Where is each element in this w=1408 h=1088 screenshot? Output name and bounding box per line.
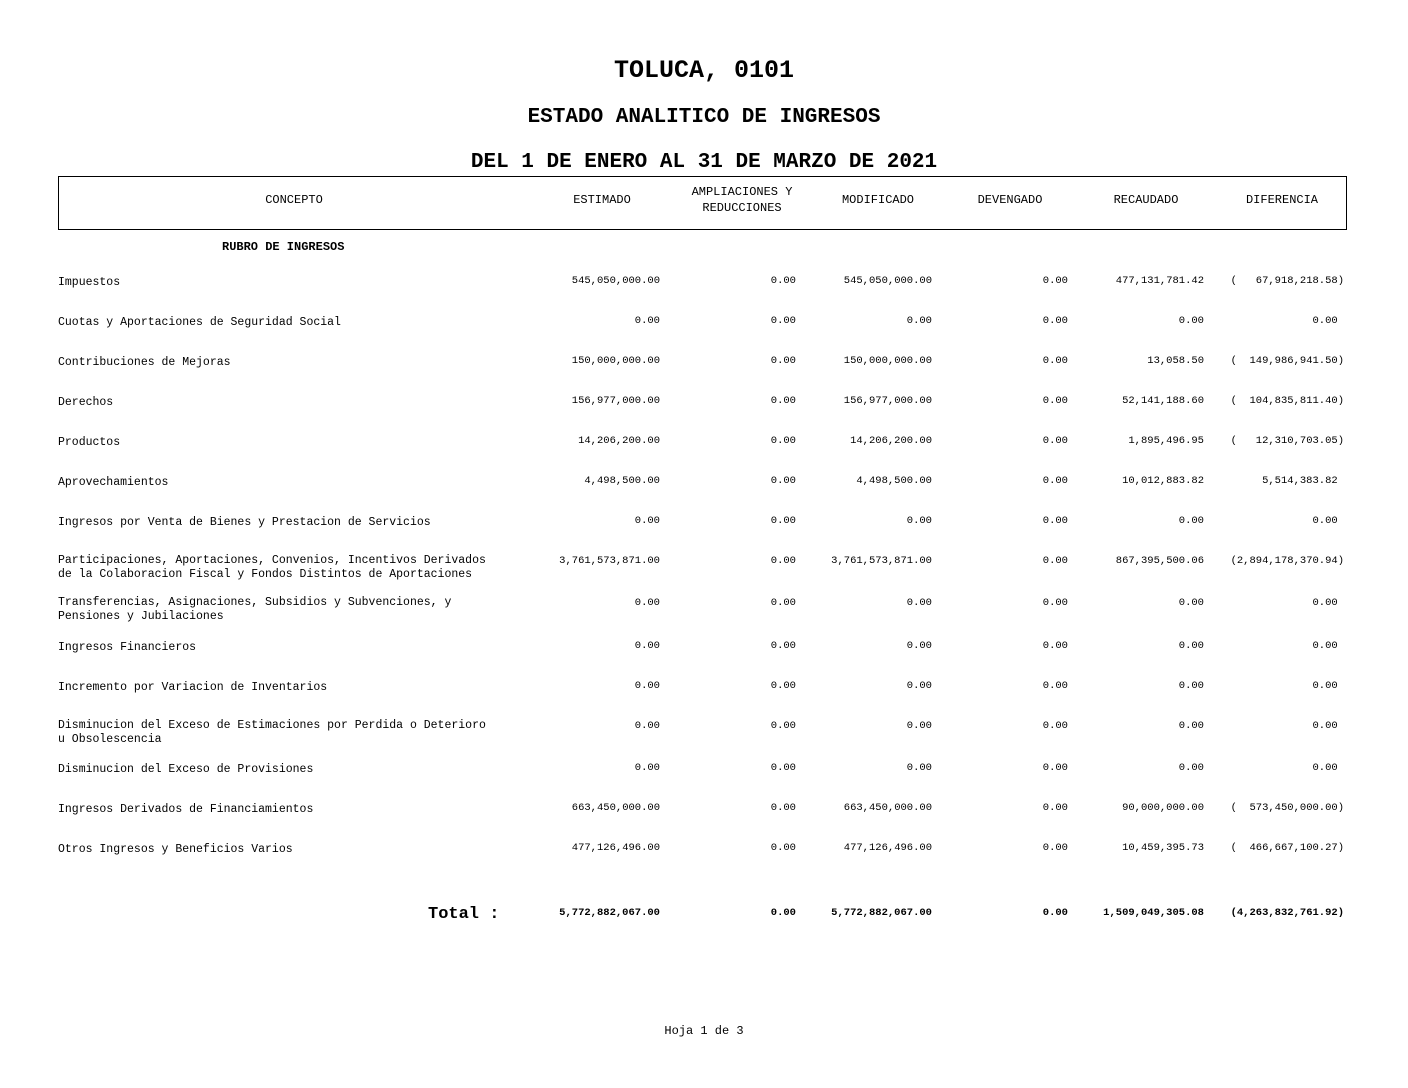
row-estimado: 0.00 — [634, 640, 660, 652]
row-diferencia: ( 12,310,703.05) — [1230, 435, 1344, 447]
row-concepto-line1: Aprovechamientos — [58, 476, 169, 489]
table-row — [0, 514, 1408, 544]
row-devengado: 0.00 — [1042, 720, 1068, 732]
row-concepto — [58, 803, 538, 817]
section-label: RUBRO DE INGRESOS — [222, 240, 345, 254]
row-estimado: 4,498,500.00 — [584, 475, 660, 487]
row-diferencia: 0.00 — [1312, 315, 1344, 327]
row-concepto — [58, 516, 538, 530]
row-diferencia: 0.00 — [1312, 720, 1344, 732]
table-row — [0, 314, 1408, 344]
row-concepto-line1: Incremento por Variacion de Inventarios — [58, 681, 328, 694]
row-modificado: 663,450,000.00 — [843, 802, 932, 814]
table-row — [0, 719, 1408, 749]
page-footer: Hoja 1 de 3 — [664, 1024, 744, 1038]
row-recaudado: 0.00 — [1178, 640, 1204, 652]
row-recaudado: 0.00 — [1178, 597, 1204, 609]
row-estimado: 0.00 — [634, 515, 660, 527]
row-devengado: 0.00 — [1042, 435, 1068, 447]
row-estimado: 3,761,573,871.00 — [559, 555, 660, 567]
row-devengado: 0.00 — [1042, 475, 1068, 487]
row-concepto-line1: Cuotas y Aportaciones de Seguridad Social — [58, 316, 341, 329]
row-ampliaciones: 0.00 — [770, 555, 796, 567]
row-estimado: 150,000,000.00 — [571, 355, 660, 367]
row-concepto-line1: Ingresos Derivados de Financiamientos — [58, 803, 314, 816]
table-row — [0, 596, 1408, 626]
row-recaudado: 52,141,188.60 — [1122, 395, 1204, 407]
row-estimado: 477,126,496.00 — [571, 842, 660, 854]
row-modificado: 0.00 — [906, 720, 932, 732]
row-concepto-line1: Disminucion del Exceso de Provisiones — [58, 763, 314, 776]
column-header-ampliaciones — [672, 184, 812, 216]
table-row — [0, 679, 1408, 709]
row-ampliaciones: 0.00 — [770, 395, 796, 407]
table-row — [0, 274, 1408, 304]
table-row — [0, 554, 1408, 584]
row-modificado: 0.00 — [906, 762, 932, 774]
row-recaudado: 10,459,395.73 — [1122, 842, 1204, 854]
column-header-modificado: MODIFICADO — [841, 193, 914, 207]
row-diferencia: 5,514,383.82 — [1262, 475, 1344, 487]
total-modificado: 5,772,882,067.00 — [831, 907, 932, 919]
row-concepto-line1: Ingresos por Venta de Bienes y Prestacion de Servicios — [58, 516, 431, 529]
row-estimado: 663,450,000.00 — [571, 802, 660, 814]
row-ampliaciones: 0.00 — [770, 315, 796, 327]
row-recaudado: 0.00 — [1178, 515, 1204, 527]
total-ampliaciones: 0.00 — [770, 907, 796, 919]
row-estimado: 156,977,000.00 — [571, 395, 660, 407]
row-devengado: 0.00 — [1042, 315, 1068, 327]
row-concepto — [58, 356, 538, 370]
row-modificado: 0.00 — [906, 597, 932, 609]
row-recaudado: 867,395,500.06 — [1115, 555, 1204, 567]
row-devengado: 0.00 — [1042, 555, 1068, 567]
row-concepto-line2: Pensiones y Jubilaciones — [58, 610, 224, 623]
row-concepto — [58, 681, 538, 695]
row-devengado: 0.00 — [1042, 680, 1068, 692]
row-concepto-line1: Disminucion del Exceso de Estimaciones por Perdida o Deterioro — [58, 719, 486, 732]
column-header-ampliaciones-line2: REDUCCIONES — [702, 201, 782, 215]
report-entity-title: TOLUCA, 0101 — [613, 56, 795, 85]
row-devengado: 0.00 — [1042, 597, 1068, 609]
column-header-estimado: ESTIMADO — [573, 193, 631, 207]
row-diferencia: (2,894,178,370.94) — [1230, 555, 1344, 567]
row-devengado: 0.00 — [1042, 842, 1068, 854]
row-devengado: 0.00 — [1042, 640, 1068, 652]
row-recaudado: 1,895,496.95 — [1128, 435, 1204, 447]
row-diferencia: ( 573,450,000.00) — [1230, 802, 1344, 814]
row-ampliaciones: 0.00 — [770, 680, 796, 692]
row-ampliaciones: 0.00 — [770, 435, 796, 447]
row-modificado: 4,498,500.00 — [856, 475, 932, 487]
row-modificado: 150,000,000.00 — [843, 355, 932, 367]
row-diferencia: ( 149,986,941.50) — [1230, 355, 1344, 367]
row-concepto — [58, 719, 538, 747]
row-ampliaciones: 0.00 — [770, 355, 796, 367]
row-diferencia: ( 67,918,218.58) — [1230, 275, 1344, 287]
row-concepto — [58, 596, 538, 624]
total-devengado: 0.00 — [1042, 907, 1068, 919]
row-modificado: 0.00 — [906, 680, 932, 692]
total-diferencia: (4,263,832,761.92) — [1230, 907, 1344, 919]
row-concepto — [58, 763, 538, 777]
row-ampliaciones: 0.00 — [770, 515, 796, 527]
row-concepto — [58, 554, 538, 582]
row-concepto-line1: Derechos — [58, 396, 114, 409]
total-estimado: 5,772,882,067.00 — [559, 907, 660, 919]
row-modificado: 3,761,573,871.00 — [831, 555, 932, 567]
row-recaudado: 0.00 — [1178, 720, 1204, 732]
row-concepto-line1: Contribuciones de Mejoras — [58, 356, 231, 369]
report-period: DEL 1 DE ENERO AL 31 DE MARZO DE 2021 — [470, 151, 938, 174]
row-ampliaciones: 0.00 — [770, 802, 796, 814]
row-ampliaciones: 0.00 — [770, 842, 796, 854]
row-concepto — [58, 843, 538, 857]
row-concepto — [58, 476, 538, 490]
row-recaudado: 0.00 — [1178, 315, 1204, 327]
row-concepto — [58, 396, 538, 410]
row-recaudado: 477,131,781.42 — [1115, 275, 1204, 287]
row-diferencia: 0.00 — [1312, 680, 1344, 692]
column-header-recaudado: RECAUDADO — [1113, 193, 1179, 207]
row-concepto — [58, 641, 538, 655]
row-estimado: 0.00 — [634, 720, 660, 732]
total-recaudado: 1,509,049,305.08 — [1103, 907, 1204, 919]
row-recaudado: 0.00 — [1178, 680, 1204, 692]
row-concepto-line1: Impuestos — [58, 276, 121, 289]
row-devengado: 0.00 — [1042, 355, 1068, 367]
table-row — [0, 639, 1408, 669]
row-modificado: 545,050,000.00 — [843, 275, 932, 287]
total-label: Total : — [428, 905, 500, 924]
table-row — [0, 761, 1408, 791]
row-ampliaciones: 0.00 — [770, 597, 796, 609]
row-concepto-line2: u Obsolescencia — [58, 733, 162, 746]
table-row — [0, 434, 1408, 464]
row-concepto-line1: Transferencias, Asignaciones, Subsidios y Subvenciones, y — [58, 596, 452, 609]
row-concepto-line1: Otros Ingresos y Beneficios Varios — [58, 843, 293, 856]
row-ampliaciones: 0.00 — [770, 475, 796, 487]
row-diferencia: 0.00 — [1312, 762, 1344, 774]
table-row — [0, 801, 1408, 831]
row-ampliaciones: 0.00 — [770, 762, 796, 774]
column-header-concepto: CONCEPTO — [265, 193, 323, 207]
report-title: ESTADO ANALITICO DE INGRESOS — [527, 106, 881, 129]
table-row — [0, 394, 1408, 424]
row-concepto-line1: Ingresos Financieros — [58, 641, 197, 654]
row-estimado: 0.00 — [634, 597, 660, 609]
row-diferencia: ( 466,667,100.27) — [1230, 842, 1344, 854]
row-diferencia: 0.00 — [1312, 515, 1344, 527]
column-header-diferencia: DIFERENCIA — [1245, 193, 1318, 207]
row-modificado: 477,126,496.00 — [843, 842, 932, 854]
row-modificado: 14,206,200.00 — [850, 435, 932, 447]
row-estimado: 545,050,000.00 — [571, 275, 660, 287]
row-concepto — [58, 276, 538, 290]
row-diferencia: 0.00 — [1312, 597, 1344, 609]
row-concepto-line1: Participaciones, Aportaciones, Convenios, Incentivos Derivados — [58, 554, 486, 567]
row-modificado: 156,977,000.00 — [843, 395, 932, 407]
row-estimado: 0.00 — [634, 680, 660, 692]
row-ampliaciones: 0.00 — [770, 275, 796, 287]
row-devengado: 0.00 — [1042, 515, 1068, 527]
row-concepto-line1: Productos — [58, 436, 121, 449]
column-header-devengado: DEVENGADO — [977, 193, 1043, 207]
row-modificado: 0.00 — [906, 315, 932, 327]
row-concepto — [58, 316, 538, 330]
table-row — [0, 474, 1408, 504]
row-estimado: 0.00 — [634, 315, 660, 327]
row-recaudado: 13,058.50 — [1147, 355, 1204, 367]
row-recaudado: 10,012,883.82 — [1122, 475, 1204, 487]
row-devengado: 0.00 — [1042, 395, 1068, 407]
table-row — [0, 841, 1408, 871]
row-estimado: 14,206,200.00 — [578, 435, 660, 447]
row-modificado: 0.00 — [906, 640, 932, 652]
row-concepto — [58, 436, 538, 450]
total-row — [0, 906, 1408, 936]
row-concepto-line2: de la Colaboracion Fiscal y Fondos Distintos de Aportaciones — [58, 568, 473, 581]
table-row — [0, 354, 1408, 384]
row-diferencia: ( 104,835,811.40) — [1230, 395, 1344, 407]
row-diferencia: 0.00 — [1312, 640, 1344, 652]
row-recaudado: 90,000,000.00 — [1122, 802, 1204, 814]
column-header-ampliaciones-line1: AMPLIACIONES Y — [691, 185, 793, 199]
row-recaudado: 0.00 — [1178, 762, 1204, 774]
row-estimado: 0.00 — [634, 762, 660, 774]
row-devengado: 0.00 — [1042, 275, 1068, 287]
row-devengado: 0.00 — [1042, 762, 1068, 774]
row-ampliaciones: 0.00 — [770, 640, 796, 652]
row-modificado: 0.00 — [906, 515, 932, 527]
row-devengado: 0.00 — [1042, 802, 1068, 814]
row-ampliaciones: 0.00 — [770, 720, 796, 732]
